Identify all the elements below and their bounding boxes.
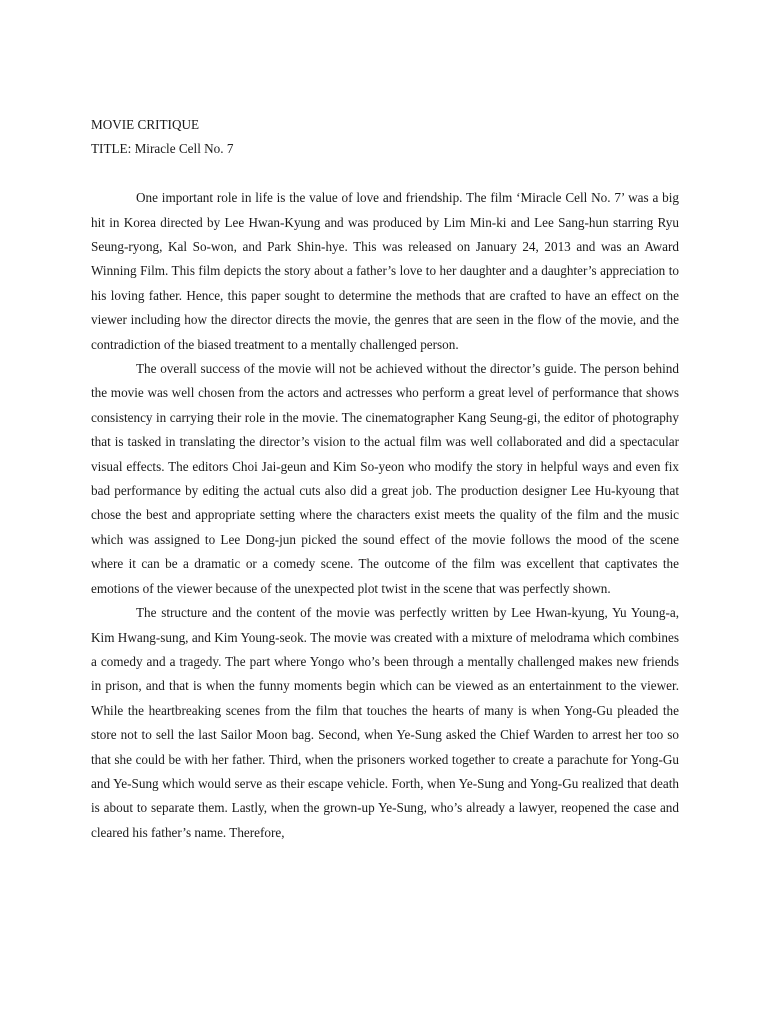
document-heading: MOVIE CRITIQUE (91, 117, 200, 132)
paragraph-2: The overall success of the movie will not be achieved without the director’s guide. The person behind the movie was well chosen from the actors and actresses who perform a great level of performance that shows consistency in carrying their role in the movie. The cinematographer Kang Seung-gi, the editor of photography that is tasked in translating the director’s vision to the actual film was well collaborated and did a spectacular visual effects. The editors Choi Jai-geun and Kim So-yeon who modify the story in helpful ways and even fix bad performance by editing the actual cuts also did a great job. The production designer Lee Hu-kyoung that chose the best and appropriate setting where the characters exist meets the quality of the film and the music which was assigned to Lee Dong-jun picked the sound effect of the movie follows the mood of the scene where it can be a dramatic or a comedy scene. The outcome of the film was excellent that captivates the emotions of the viewer because of the unexpected plot twist in the scene that was perfectly shown. (91, 361, 679, 596)
document-title: TITLE: Miracle Cell No. 7 (91, 141, 234, 157)
blank-line (91, 162, 679, 186)
paragraph-3: The structure and the content of the movie was perfectly written by Lee Hwan-kyung, Yu Young-a, Kim Hwang-sung, and Kim Young-seok. The movie was created with a mixture of melodrama which combines a comedy and a tragedy. The part where Yongo who’s been through a mentally challenged makes new friends in prison, and that is when the funny moments begin which can be viewed as an entertainment to the viewer. While the heartbreaking scenes from the film that touches the hearts of many is when Yong-Gu pleaded the store not to sell the last Sailor Moon bag. Second, when Ye-Sung asked the Chief Warden to arrest her too so that she could be with her father. Third, when the prisoners worked together to create a parachute for Yong-Gu and Ye-Sung which would serve as their escape vehicle. Forth, when Ye-Sung and Yong-Gu realized that death is about to separate them. Lastly, when the grown-up Ye-Sung, who’s already a lawyer, reopened the case and cleared his father’s name. Therefore, (91, 605, 679, 840)
paragraph-1: One important role in life is the value of love and friendship. The film ‘Miracle Cell No. 7’ was a big hit in Korea directed by Lee Hwan-Kyung and was produced by Lim Min-ki and Lee Sang-hun starring Ryu Seung-ryong, Kal So-won, and Park Shin-hye. This was released on January 24, 2013 and was an Award Winning Film. This film depicts the story about a father’s love to her daughter and a daughter’s appreciation to his loving father. Hence, this paper sought to determine the methods that are crafted to have an effect on the viewer including how the director directs the movie, the genres that are seen in the flow of the movie, and the contradiction of the biased treatment to a mentally challenged person. (91, 190, 679, 352)
document-page (91, 113, 679, 845)
